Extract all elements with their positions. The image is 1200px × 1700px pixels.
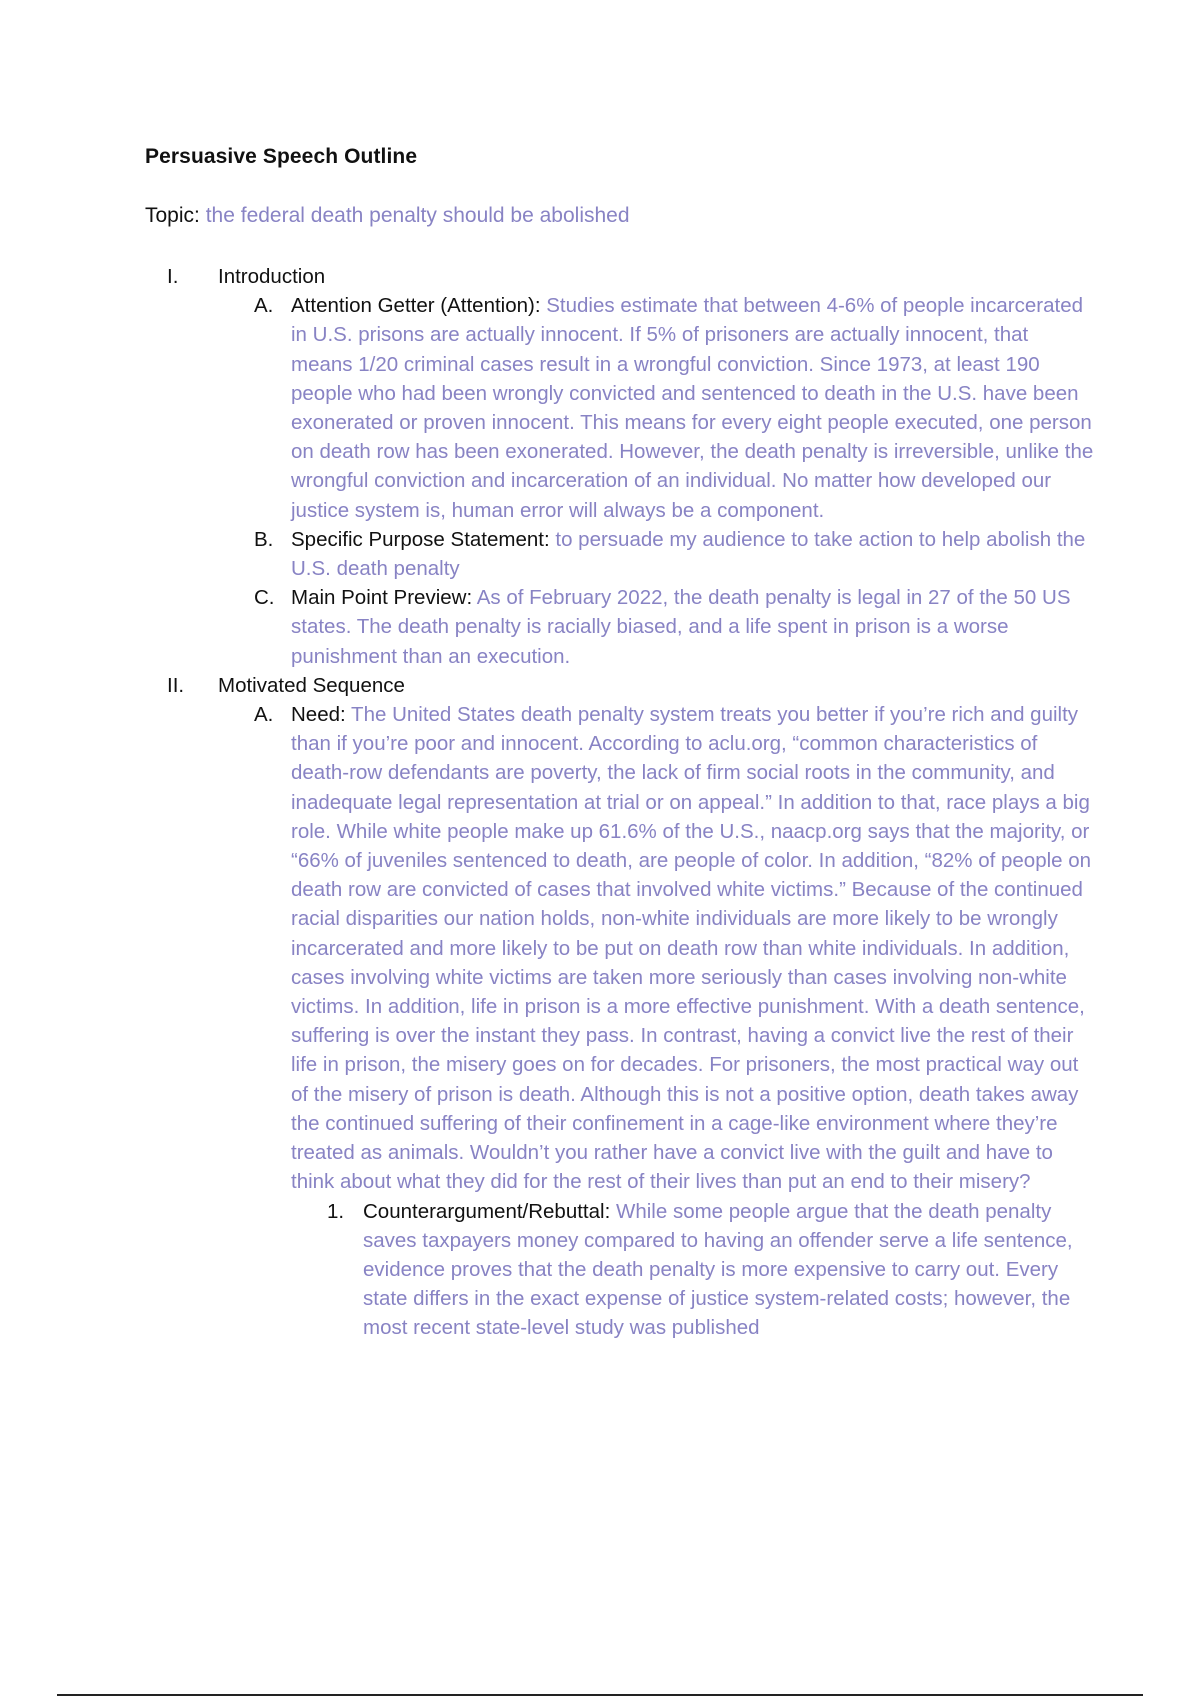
section-heading: Motivated Sequence [218, 673, 405, 697]
outline-section-introduction [145, 262, 1095, 291]
section-heading: Introduction [218, 265, 326, 288]
item-marker: A. [254, 703, 274, 727]
item-label: Specific Purpose Statement: [291, 527, 550, 551]
item-text: As of February 2022, the death penalty is legal in 27 of the 50 US states. The death penalty is racially biased, and a life spent in prison is a worse punishment than an execution. [291, 586, 1071, 668]
outline [145, 262, 1095, 1343]
item-label: Attention Getter (Attention): [291, 294, 541, 318]
outline-item-attention-getter [145, 291, 1095, 525]
item-text: Studies estimate that between 4-6% of people incarcerated in U.S. prisons are actually innocent. If 5% of prisoners are actually innocent, that means 1/20 criminal cases result in a wrongful conviction. Since 1973, at least 190 people who had been wrongly convicted and sentenced to death in the U.S. have been exonerated or proven innocent. This means for every eight people executed, one person on death row has been exonerated. However, the death penalty is irreversible, unlike the wrongful conviction and incarceration of an individual. No matter how developed our justice system is, human error will always be a component. [291, 294, 1094, 522]
topic-line [145, 204, 630, 228]
topic-label: Topic: [145, 204, 200, 227]
item-text: The United States death penalty system treats you better if you’re rich and guilty than if you’re poor and innocent. According to aclu.org, “common characteristics of death-row defendants are poverty, the lack of firm social roots in the community, and inadequate legal representation at trial or on appeal.” In addition to that, race plays a big role. While white people make up 61.6% of the U.S., naacp.org says that the majority, or “66% of juveniles sentenced to death, are people of color. In addition, “82% of people on death row are convicted of cases that involved white victims.” Because of the continued racial disparities our nation holds, non-white individuals are more likely to be wrongly incarcerated and more likely to be put on death row than white individuals. In addition, cases involving white victims are taken more seriously than cases involving non-white victims. In addition, life in prison is a more effective punishment. With a death sentence, suffering is over the instant they pass. In contrast, having a convict live the rest of their life in prison, the misery goes on for decades. For prisoners, the most practical way out of the misery of prison is death. Although this is not a positive option, death takes away the continued suffering of their confinement in a cage-like environment where they’re treated as animals. Wouldn’t you rather have a convict live with the guilt and have to think about what they did for the rest of their lives than put an end to their misery? [291, 703, 1092, 1194]
item-label: Main Point Preview: [291, 586, 473, 610]
item-marker: B. [254, 527, 274, 551]
subitem-marker: 1. [327, 1199, 345, 1223]
subitem-label: Counterargument/Rebuttal: [363, 1199, 611, 1223]
item-marker: A. [254, 294, 274, 318]
subitem-text: While some people argue that the death penalty saves taxpayers money compared to having an offender serve a life sentence, evidence proves that the death penalty is more expensive to carry out. Every state differs in the exact expense of justice system-related costs; however, the most recent state-level study was published [363, 1199, 1073, 1340]
section-marker: II. [167, 673, 185, 697]
outline-item-main-point-preview [145, 583, 1095, 671]
document-title: Persuasive Speech Outline [145, 145, 418, 168]
item-marker: C. [254, 586, 275, 610]
footer-divider [57, 1694, 1143, 1696]
item-text: to persuade my audience to take action to help abolish the U.S. death penalty [291, 527, 1086, 581]
outline-section-motivated-sequence [145, 671, 1095, 700]
topic-value: the federal death penalty should be abolished [205, 204, 630, 227]
outline-item-specific-purpose [145, 525, 1095, 583]
item-label: Need: [291, 703, 346, 727]
outline-subitem-counterargument [145, 1197, 1095, 1343]
outline-item-need [145, 700, 1095, 1196]
section-marker: I. [167, 265, 179, 288]
